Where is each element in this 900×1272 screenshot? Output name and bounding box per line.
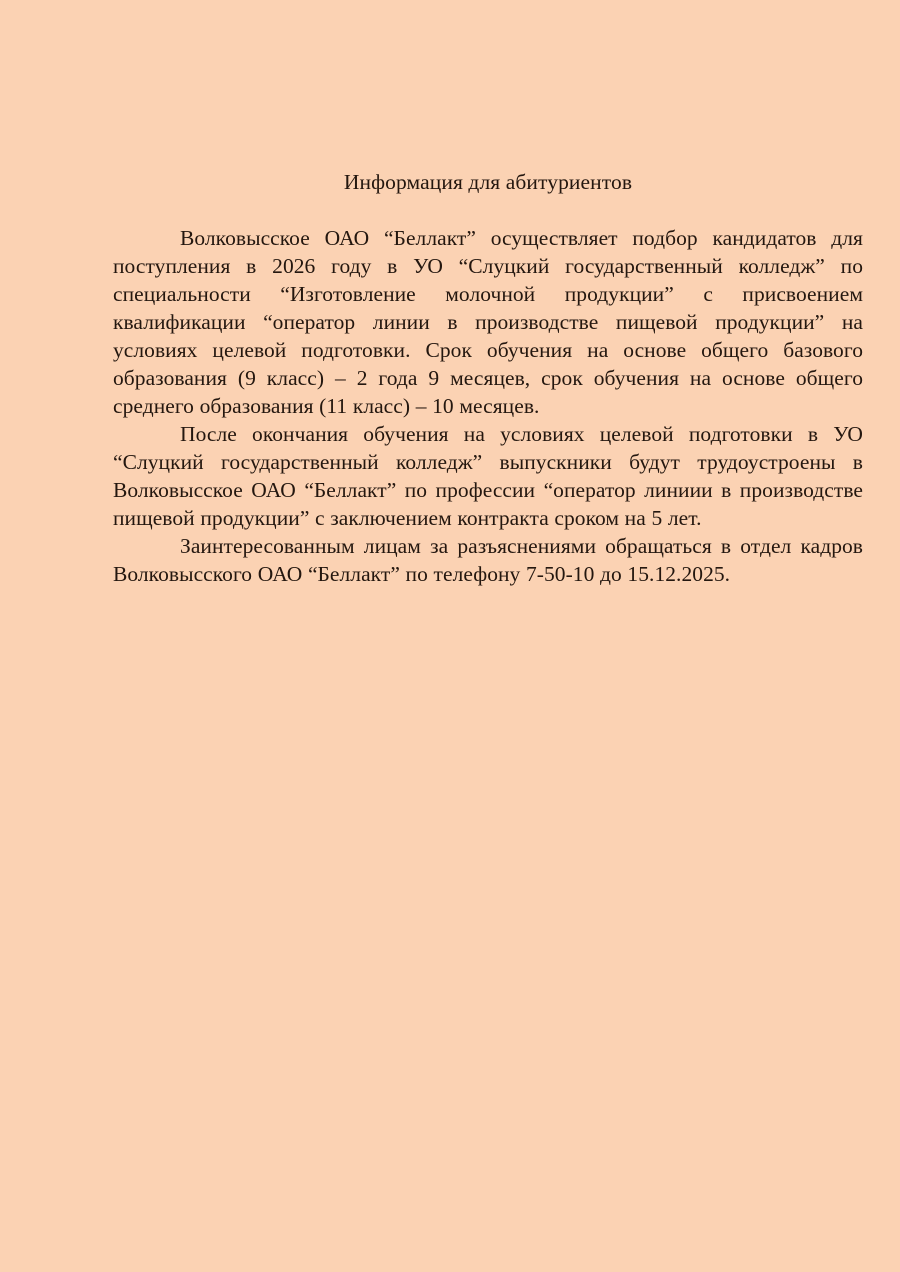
page-title: Информация для абитуриентов	[343, 170, 633, 194]
document-body	[113, 168, 863, 588]
paragraph-contact-info: Заинтересованным лицам за разъяснениями обращаться в отдел кадров Волковысского ОАО “Беллакт” по телефону 7-50-10 до 15.12.2025.	[113, 534, 863, 586]
paragraph-admission-info: Волковысское ОАО “Беллакт” осуществляет подбор кандидатов для поступления в 2026 году в УО “Слуцкий государственный колледж” по специальности “Изготовление молочной продукции” с присвоением квалификации “оператор линии в производстве пищевой продукции” на условиях целевой подготовки. Срок обучения на основе общего базового образования (9 класс) – 2 года 9 месяцев, срок обучения на основе общего среднего образования (11 класс) – 10 месяцев.	[113, 226, 863, 418]
paragraph-employment-info: После окончания обучения на условиях целевой подготовки в УО “Слуцкий государственный колледж” выпускники будут трудоустроены в Волковысское ОАО “Беллакт” по профессии “оператор линиии в производстве пищевой продукции” с заключением контракта сроком на 5 лет.	[113, 422, 863, 530]
